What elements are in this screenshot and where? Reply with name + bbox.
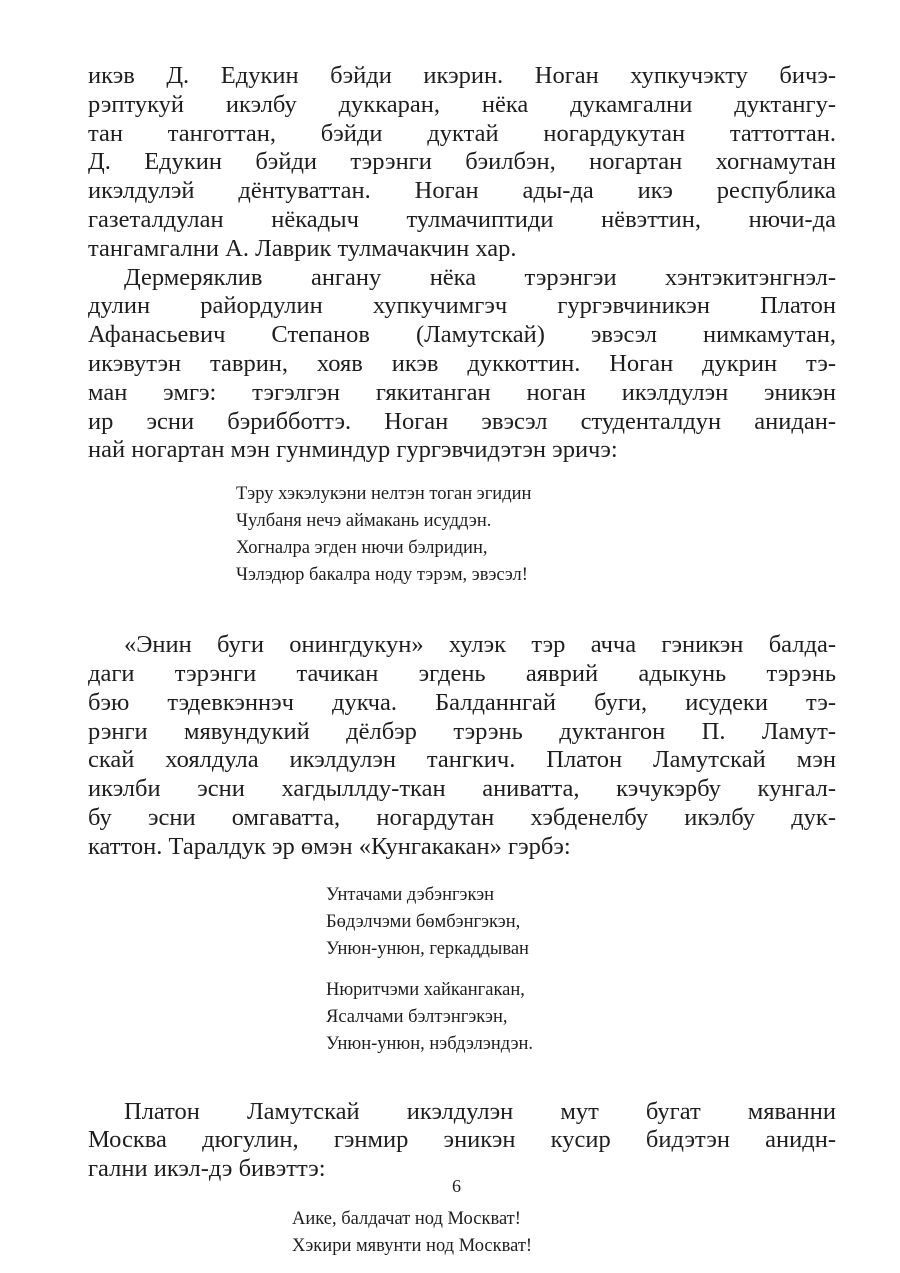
verse-2	[326, 882, 836, 963]
text-line: Платон Ламутскай икэлдулэн мут бугат мяванни	[124, 1097, 836, 1125]
text-line: икэвутэн таврин, хояв икэв дуккоттин. Ноган дукрин тэ-	[88, 349, 836, 377]
verse-line: Хэкири мявунти нод Москват!	[292, 1235, 533, 1256]
verse-line: Тэру хэкэлукэни нелтэн тоган эгидин	[236, 484, 532, 505]
text-line: рэнги мявундукий дёлбэр тэрэнь дуктангон П. Ламут-	[88, 717, 836, 745]
verse-line: Унюн-унюн, геркаддыван	[326, 938, 529, 959]
text-line: Москва дюгулин, гэнмир эникэн кусир бидэтэн анидн-	[88, 1126, 836, 1154]
verse-line: Аике, балдачат нод Москват!	[292, 1208, 521, 1229]
verse-line: Бөдэлчэми бөмбэнгэкэн,	[326, 911, 521, 932]
paragraph-2	[88, 264, 836, 466]
paragraph-3	[88, 631, 836, 861]
text-line: дулин райордулин хупкучимгэч гургэвчиникэн Платон	[88, 292, 836, 320]
text-line: икэв Д. Едукин бэйди икэрин. Ноган хупкучэкту бичэ-	[88, 62, 836, 89]
verse-4	[292, 1206, 836, 1260]
text-line: Афанасьевич Степанов (Ламутскай) эвэсэл нимкамутан,	[88, 321, 836, 349]
verse-line: Унюн-унюн, нэбдэлэндэн.	[326, 1033, 534, 1054]
text-line: ир эсни бэрибботтэ. Ноган эвэсэл студенталдун анидан-	[88, 407, 836, 435]
text-line: газеталдулан нёкадыч тулмачиптиди нёвэттин, нючи-да	[88, 205, 836, 233]
text-line: рэптукуй икэлбу дуккаран, нёка дукамгални дуктангу-	[88, 90, 836, 118]
verse-1	[236, 481, 836, 589]
verse-line: Чэлэдюр бакалра ноду тэрэм, эвэсэл!	[236, 565, 528, 586]
paragraph-4	[88, 1098, 836, 1184]
text-line: икэлдулэй дёнтуваттан. Ноган ады-да икэ республика	[88, 177, 836, 205]
text-line: каттон. Таралдук эр өмэн «Кунгакакан» гэрбэ:	[88, 832, 571, 860]
text-line: ман эмгэ: тэгэлгэн гякитанган ноган икэлдулэн эникэн	[88, 378, 836, 406]
text-line: бэю тэдевкэннэч дукча. Балданнгай буги, исудеки тэ-	[88, 688, 836, 716]
text-line: бу эсни омгаватта, ногардутан хэбденелбу икэлбу дук-	[88, 803, 836, 831]
text-line: даги тэрэнги тачикан эгдень аяврий адыкунь тэрэнь	[88, 659, 836, 687]
text-line: тан танготтан, бэйди дуктай ногардукутан таттоттан.	[88, 119, 836, 147]
text-line: гални икэл-дэ бивэттэ:	[88, 1155, 326, 1183]
paragraph-1	[88, 62, 836, 264]
verse-line: Ясалчами бэлтэнгэкэн,	[326, 1006, 508, 1027]
text-line: Дермеряклив ангану нёка тэрэнгэи хэнтэкитэнгнэл-	[124, 263, 836, 291]
text-line: икэлби эсни хагдыллду-ткан аниватта, кэчукэрбу кунгал-	[88, 775, 836, 803]
text-line: «Энин буги онингдукун» хулэк тэр аччa гэникэн балда-	[124, 631, 836, 659]
verse-line: Нюритчэми хайкангакан,	[326, 979, 525, 1000]
text-line: Д. Едукин бэйди тэрэнги бэилбэн, ногартан хогнамутан	[88, 148, 836, 176]
verse-line: Хогналра эгден нючи бэлридин,	[236, 538, 488, 559]
verse-line: Чулбаня нечэ аймакань исуддэн.	[236, 511, 492, 532]
text-line: скай хоялдула икэлдулэн тангкич. Платон Ламутскай мэн	[88, 746, 836, 774]
verse-line: Унтачами дэбэнгэкэн	[326, 884, 495, 905]
page-number: 6	[452, 1176, 461, 1196]
text-line: тангамгални А. Лаврик тулмачакчин хар.	[88, 234, 517, 262]
verse-3	[326, 977, 836, 1058]
text-line: най ногартан мэн гунминдур гургэвчидэтэн эричэ:	[88, 436, 618, 464]
